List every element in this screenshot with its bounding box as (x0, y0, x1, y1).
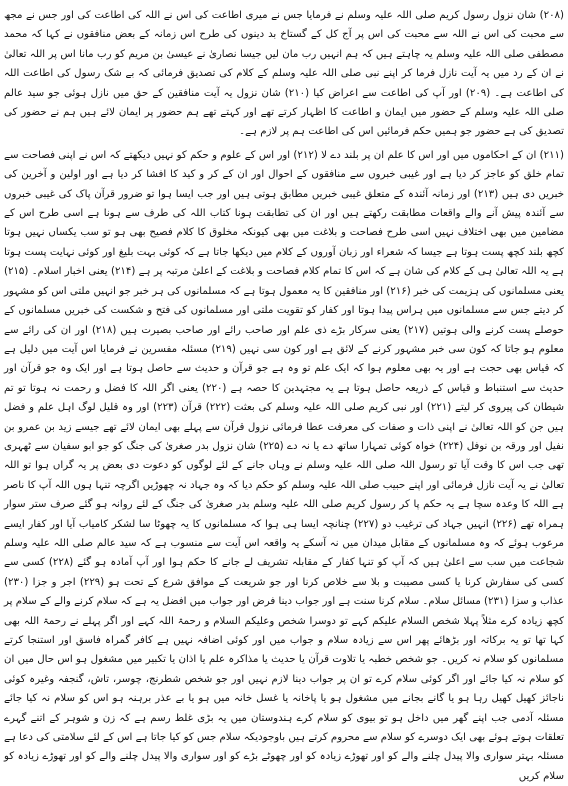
paragraph-text: (۲۱۱) ان کے احکاموں میں اور اس کا علم ان پر بلند دے لا (۲۱۲) اور اس کے علوم و حکم کو نہیں دیکھتے کہ اس نے اپنی فصاحت سے تمام خلق کو عاجز کر دیا ہے اور غیبی خبروں سے منافقوں کے احوال اور ان کے کر و کید کا افشا کر دیا ہے اور اولین و آخرین کی خبریں دی ہیں (۲۱۳) اور زمانہ آئندہ کے متعلق غیبی خبریں مطابق ہوتی ہیں اور جب ایسا ہوا تو ضرور قرآن پاک کی غیبی خبروں سے آئندہ پیش آنے والے واقعات مطابقت رکھتے ہیں اور ان کی تطابقت ہونا کتاب اللہ کی طرف سے ہونا ہے اسی طرح اس کے مضامین میں بھی اختلاف نہیں اسی طرح فصاحت و بلاغت میں بھی کیونکہ مخلوق کا کلام فصیح بھی ہو تو سب یکساں نہیں ہوتا کچھ بلند کچھ پست ہوتا ہے جیسا کہ شعراء اور زبان آوروں کے کلام میں دیکھا جاتا ہے کہ کوئی بہت بلیغ اور کوئی نہایت پست ہوتا ہے یہ اللہ تعالیٰ ہی کے کلام کی شان ہے کہ اس کا تمام کلام فصاحت و بلاغت کے اعلیٰ مرتبہ پر ہے (۲۱۴) یعنی اخبار اسلام۔ (۲۱۵) یعنی مسلمانوں کی ہزیمت کی خبر (۲۱۶) اور منافقین کا یہ معمول ہوتا ہے کہ مسلمانوں کی ہر خبر جو انہیں ملتی اس کو مشہور کر دیتے جس سے مسلمانوں میں ہراس پیدا ہوتا اور کفار کو تقویت ملتی اور مسلمانوں کی فتح و شکست کی خبریں مسلمانوں کے حوصلے پست کرنے والی ہوتیں (۲۱۷) یعنی سرکار بڑے ذی علم اور صاحب رائے اور صاحب بصیرت ہیں (۲۱۸) اور ان کی رائے سے معلوم ہو جاتا کہ کون سی خبر مشہور کرنے کے لائق ہے اور کون سی نہیں (۲۱۹) مسئلہ مفسرین نے فرمایا اس آیت میں دلیل ہے کہ قیاس بھی حجت ہے اور یہ بھی معلوم ہوا کہ ایک علم تو وہ ہے جو قرآن و حدیث سے حاصل ہوتا ہے اور ایک وہ جو قرآن اور حدیث سے استنباط و قیاس کے ذریعہ حاصل ہوتا ہے یہ مجتہدین کا حصہ ہے (۲۲۰) یعنی اگر اللہ کا فضل و رحمت نہ ہوتا تو تم شیطان کی پیروی کر لیتے (۲۲۱) اور نبی کریم صلی اللہ علیہ وسلم کی بعثت (۲۲۲) قرآن (۲۲۳) اور وہ قلیل لوگ اہل علم و فضل ہیں جن کو اللہ تعالیٰ نے اپنی ذات و صفات کی معرفت عطا فرمائی نزول قرآن سے پہلے بھی ایمان لائے تھے جیسے زید بن عمرو بن نفیل اور ورقہ بن نوفل (۲۲۴) خواہ کوئی تمہارا ساتھ دے یا نہ دے (۲۲۵) شان نزول بدر صغریٰ کی جنگ کو جو ابو سفیان سے ٹھہری تھی جب اس کا وقت آیا تو رسول اللہ صلی اللہ علیہ وسلم نے وہاں جانے کے لئے لوگوں کو دعوت دی بعض پر یہ گراں ہوا تو اللہ تعالیٰ نے یہ آیت نازل فرمائی اور اپنے حبیب صلی اللہ علیہ وسلم کو حکم دیا کہ وہ جہاد نہ چھوڑیں اگرچہ تنہا ہوں اللہ آپ کا ناصر ہے اللہ کا وعدہ سچا ہے یہ حکم پا کر رسول کریم صلی اللہ علیہ وسلم بدر صغریٰ کی جنگ کے لئے روانہ ہو گئے صرف ستر سوار ہمراہ تھے (۲۲۶) انہیں جہاد کی ترغیب دو (۲۲۷) چنانچہ ایسا ہی ہوا کہ مسلمانوں کا یہ چھوٹا سا لشکر کامیاب آیا اور کفار ایسے مرعوب ہوئے کہ وہ مسلمانوں کے مقابل میدان میں نہ آسکے یہ واقعہ اس آیت سے منسوب ہے کہ سید عالم صلی اللہ علیہ وسلم شجاعت میں سب سے اعلیٰ ہیں کہ آپ کو تنہا کفار کے مقابلہ تشریف لے جانے کا حکم ہوا اور آپ آمادہ ہو گئے (۲۲۸) کسی سے کسی کی سفارش کرنا یا کسی مصیبت و بلا سے خلاص کرنا اور جو شریعت کے موافق شرع کے تحت ہو (۲۲۹) اجر و جزا (۲۳۰) عذاب و سزا (۲۳۱) مسائل سلام۔ سلام کرنا سنت ہے اور جواب دینا فرض اور جواب میں افضل یہ ہے کہ سلام کرنے والے کے سلام پر کچھ زیادہ کرے مثلاً پہلا شخص السلام علیکم کہے تو دوسرا شخص وعلیکم السلام و رحمۃ اللہ کہے اور اگر پہلے نے رحمۃ اللہ بھی کہا تھا تو یہ برکاتہ اور بڑھائے پھر اس سے زیادہ سلام و جواب میں اور کوئی اضافہ نہیں ہے کافر گمراہ فاسق اور استنجا کرتے مسلمانوں کو سلام نہ کریں۔ جو شخص خطبہ یا تلاوت قرآن یا حدیث یا مذاکرہ علم یا اذان یا تکبیر میں مشغول ہو اس حال میں ان کو سلام نہ کیا جائے اور اگر کوئی سلام کرے تو ان پر جواب دینا لازم نہیں اور جو شخص شطرنج، چوسر، تاش، گنجفہ وغیرہ کوئی ناجائز کھیل کھیل رہا ہو یا گانے بجانے میں مشغول ہو یا پاخانہ یا غسل خانہ میں ہو یا بے عذر برہنہ ہو اس کو سلام نہ کیا جائے مسئلہ آدمی جب اپنے گھر میں داخل ہو تو بیوی کو سلام کرے ہندوستان میں یہ بڑی غلط رسم ہے کہ زن و شوہر کے اتنے گہرے تعلقات ہوتے ہوئے بھی ایک دوسرے کو سلام سے محروم کرتے ہیں باوجودیکہ سلام جس کو کیا جاتا ہے اس کے لئے سلامتی کی دعا ہے مسئلہ بہتر سواری والا پیدل چلنے والے کو اور تھوڑے زیادہ کو اور چھوٹے بڑے کو اور سواری والا پیدل چلنے والے کو اور تھوڑے زیادہ کو سلام کریں (4, 149, 565, 782)
document-page (4, 6, 565, 782)
footnote-paragraph-1 (4, 6, 564, 142)
footnote-paragraph-2 (4, 146, 564, 786)
paragraph-text: (۲۰۸) شان نزول رسول کریم صلی اللہ علیہ وسلم نے فرمایا جس نے میری اطاعت کی اس نے اللہ کی اطاعت کی اور جس نے مجھ سے محبت کی اس نے اللہ سے محبت کی اس پر آج کل کے گستاخ بد دینوں کی طرح اس زمانہ کے بعض منافقوں نے کہا کہ محمد مصطفی صلی اللہ علیہ وسلم یہ چاہتے ہیں کہ ہم انہیں رب مان لیں جیسا نصاریٰ نے عیسیٰ بن مریم کو رب مانا اس پر اللہ تعالیٰ نے ان کے رد میں یہ آیت نازل فرما کر اپنے نبی صلی اللہ علیہ وسلم کے کلام کی تصدیق فرمائی کہ بے شک رسول کی اطاعت اللہ کی اطاعت ہے۔ (۲۰۹) اور آپ کی اطاعت سے اعراض کیا (۲۱۰) شان نزول یہ آیت منافقین کے حق میں نازل ہوئی جو سید عالم صلی اللہ علیہ وسلم کے حضور میں ایمان و اطاعت کا اظہار کرتے تھے اور کہتے تھے ہم حضور پر ایمان لائے ہیں ہم نے حضور کی تصدیق کی ہے حضور جو ہمیں حکم فرمائیں اس کی اطاعت ہم پر لازم ہے۔ (4, 10, 564, 138)
